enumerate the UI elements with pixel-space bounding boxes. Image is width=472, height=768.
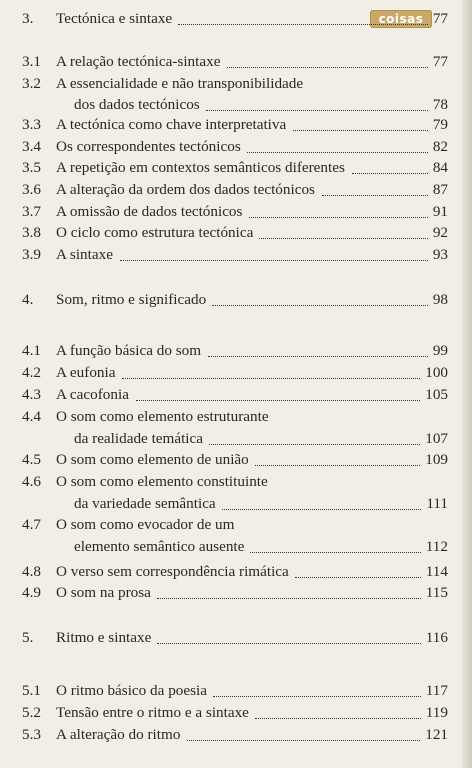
watermark-logo: coisas: [370, 10, 432, 28]
entry-title: Tectónica e sintaxe: [56, 10, 173, 27]
entry-page-number: 93: [432, 246, 448, 263]
entry-number: 3.: [22, 10, 34, 27]
entry-title-continuation: dos dados tectónicos: [74, 96, 200, 113]
dot-leader: [255, 716, 421, 719]
entry-number: 5.: [22, 629, 34, 646]
entry-page-number: 105: [425, 386, 448, 403]
toc-section-entry: [0, 201, 472, 223]
toc-section-entry: [0, 702, 472, 724]
entry-title: A eufonia: [56, 364, 116, 381]
entry-title: Som, ritmo e significado: [56, 291, 207, 308]
entry-number: 5.3: [22, 726, 41, 743]
entry-number: 3.5: [22, 159, 41, 176]
entry-title-continuation: da realidade temática: [74, 430, 204, 447]
dot-leader: [213, 694, 421, 697]
dot-leader: [247, 150, 428, 153]
entry-number: 4.4: [22, 408, 41, 425]
entry-number: 3.2: [22, 75, 41, 92]
dot-leader: [250, 550, 420, 553]
entry-title: O som na prosa: [56, 584, 151, 601]
entry-page-number: 84: [432, 159, 448, 176]
toc-section-entry: [0, 582, 472, 604]
toc-section-entry: [0, 244, 472, 266]
entry-title: O ritmo básico da poesia: [56, 682, 207, 699]
entry-number: 3.1: [22, 53, 41, 70]
dot-leader: [259, 236, 427, 239]
entry-title: O verso sem correspondência rimática: [56, 563, 289, 580]
entry-title: O som como elemento de união: [56, 451, 249, 468]
entry-title: Tensão entre o ritmo e a sintaxe: [56, 704, 249, 721]
entry-page-number: 91: [432, 203, 448, 220]
entry-number: 4.7: [22, 516, 41, 533]
entry-number: 3.8: [22, 224, 41, 241]
dot-leader: [249, 215, 428, 218]
entry-page-number: 111: [426, 495, 448, 512]
entry-page-number: 117: [425, 682, 448, 699]
entry-page-number: 114: [425, 563, 448, 580]
dot-leader: [206, 108, 428, 111]
entry-title-continuation-line: [0, 94, 472, 116]
entry-title: Ritmo e sintaxe: [56, 629, 152, 646]
toc-section-entry: [0, 51, 472, 73]
toc-section-entry: [0, 362, 472, 384]
entry-title: A relação tectónica-sintaxe: [56, 53, 221, 70]
entry-page-number: 107: [425, 430, 448, 447]
entry-title: Os correspondentes tectónicos: [56, 138, 241, 155]
entry-title: A cacofonia: [56, 386, 129, 403]
entry-number: 3.3: [22, 116, 41, 133]
entry-title: O som como elemento constituinte: [56, 473, 268, 490]
entry-title: A tectónica como chave interpretativa: [56, 116, 287, 133]
entry-title: A essencialidade e não transponibilidade: [56, 75, 304, 92]
entry-page-number: 78: [432, 96, 448, 113]
entry-title-continuation: elemento semântico ausente: [74, 538, 245, 555]
toc-section-entry: [0, 73, 472, 95]
entry-page-number: 77: [432, 53, 448, 70]
entry-number: 5.2: [22, 704, 41, 721]
entry-page-number: 100: [425, 364, 448, 381]
toc-section-entry: [0, 680, 472, 702]
toc-section-entry: [0, 384, 472, 406]
entry-number: 4.3: [22, 386, 41, 403]
entry-page-number: 121: [425, 726, 448, 743]
entry-number: 3.9: [22, 246, 41, 263]
dot-leader: [178, 22, 428, 25]
entry-number: 4.6: [22, 473, 41, 490]
entry-page-number: 82: [432, 138, 448, 155]
entry-number: 3.6: [22, 181, 41, 198]
toc-section-entry: [0, 561, 472, 583]
entry-title: A alteração da ordem dos dados tectónicos: [56, 181, 315, 198]
entry-number: 4.: [22, 291, 34, 308]
toc-section-entry: [0, 114, 472, 136]
toc-section-entry: [0, 136, 472, 158]
toc-section-entry: [0, 406, 472, 428]
toc-section-entry: [0, 449, 472, 471]
dot-leader: [227, 65, 428, 68]
toc-chapter-entry: [0, 8, 472, 30]
entry-number: 3.4: [22, 138, 41, 155]
entry-title-continuation-line: [0, 428, 472, 450]
toc-section-entry: [0, 514, 472, 536]
dot-leader: [212, 303, 428, 306]
dot-leader: [136, 398, 420, 401]
dot-leader: [222, 507, 422, 510]
toc-chapter-entry: [0, 627, 472, 649]
entry-number: 4.5: [22, 451, 41, 468]
entry-title: A sintaxe: [56, 246, 113, 263]
entry-number: 4.2: [22, 364, 41, 381]
dot-leader: [122, 376, 420, 379]
entry-page-number: 116: [425, 629, 448, 646]
entry-title: O som como evocador de um: [56, 516, 235, 533]
entry-page-number: 87: [432, 181, 448, 198]
toc-section-entry: [0, 724, 472, 746]
toc-chapter-entry: [0, 289, 472, 311]
dot-leader: [209, 442, 420, 445]
dot-leader: [208, 354, 428, 357]
dot-leader: [157, 641, 420, 644]
entry-title: A repetição em contextos semânticos diferentes: [56, 159, 345, 176]
entry-number: 3.7: [22, 203, 41, 220]
dot-leader: [187, 738, 420, 741]
toc-section-entry: [0, 157, 472, 179]
entry-number: 4.9: [22, 584, 41, 601]
entry-title: O ciclo como estrutura tectónica: [56, 224, 254, 241]
toc-section-entry: [0, 340, 472, 362]
entry-number: 4.1: [22, 342, 41, 359]
entry-title: A alteração do ritmo: [56, 726, 181, 743]
entry-title-continuation: da variedade semântica: [74, 495, 216, 512]
entry-number: 5.1: [22, 682, 41, 699]
entry-page-number: 115: [425, 584, 448, 601]
entry-page-number: 99: [432, 342, 448, 359]
entry-page-number: 119: [425, 704, 448, 721]
entry-page-number: 77: [432, 10, 448, 27]
dot-leader: [157, 596, 421, 599]
toc-section-entry: [0, 179, 472, 201]
dot-leader: [120, 258, 428, 261]
dot-leader: [255, 463, 420, 466]
entry-number: 4.8: [22, 563, 41, 580]
entry-title-continuation-line: [0, 493, 472, 515]
entry-page-number: 98: [432, 291, 448, 308]
entry-page-number: 79: [432, 116, 448, 133]
entry-page-number: 92: [432, 224, 448, 241]
toc-section-entry: [0, 471, 472, 493]
entry-title: A função básica do som: [56, 342, 202, 359]
entry-title: O som como elemento estruturante: [56, 408, 269, 425]
entry-title: A omissão de dados tectónicos: [56, 203, 243, 220]
dot-leader: [295, 575, 421, 578]
entry-title-continuation-line: [0, 536, 472, 558]
entry-page-number: 112: [425, 538, 448, 555]
toc-section-entry: [0, 222, 472, 244]
entry-page-number: 109: [425, 451, 448, 468]
